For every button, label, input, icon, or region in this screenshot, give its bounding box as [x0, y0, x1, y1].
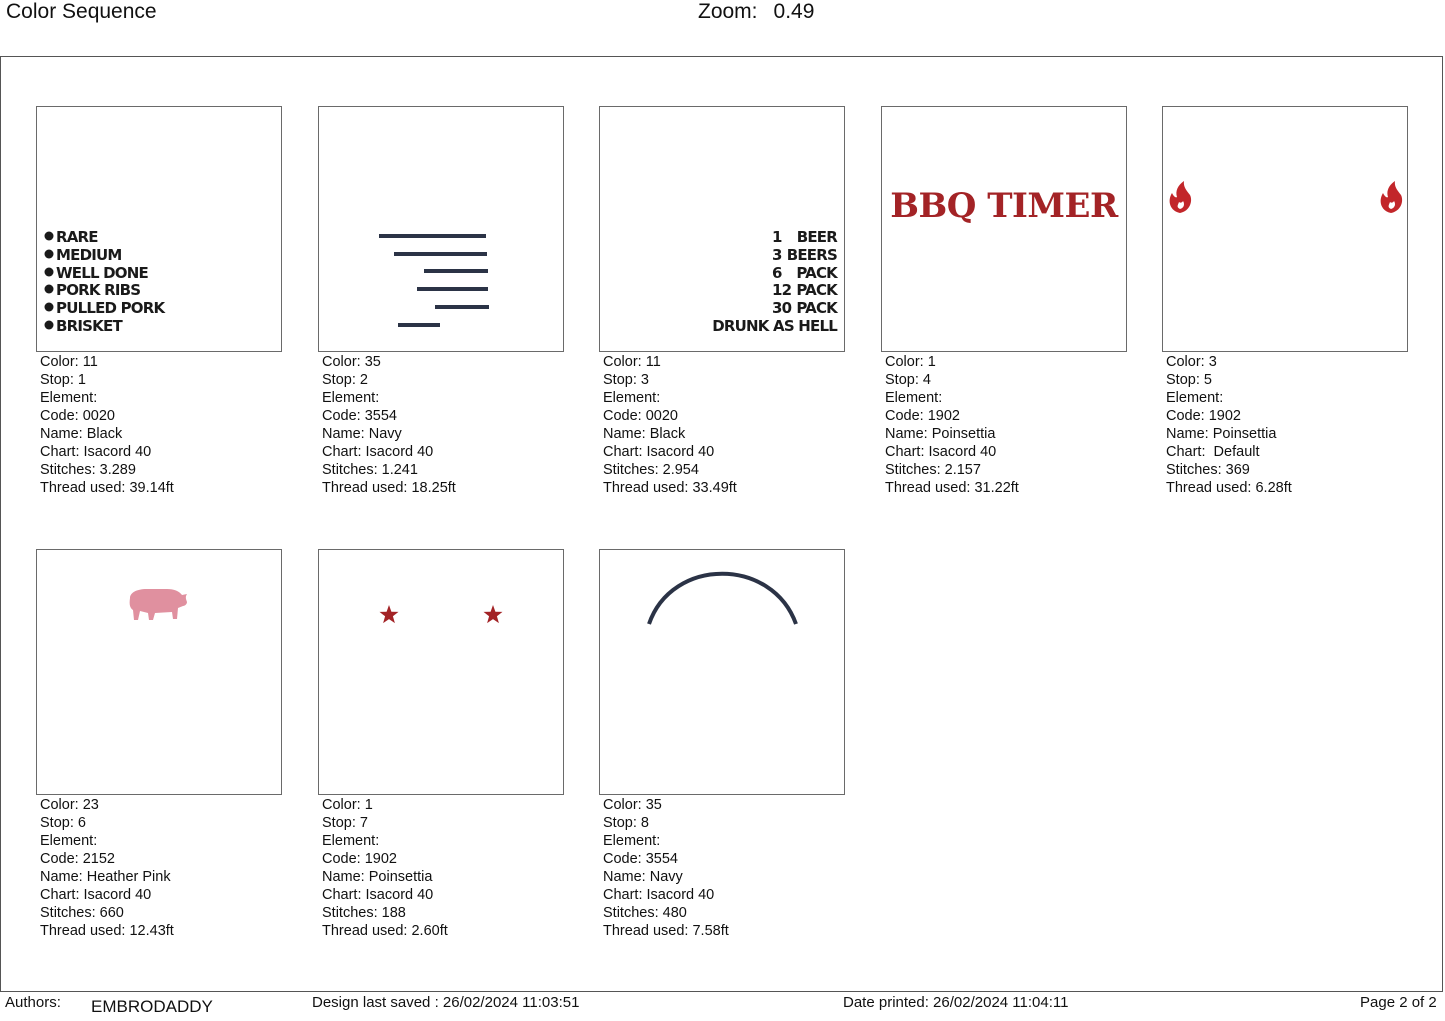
thread-chart: Isacord 40	[83, 444, 152, 460]
thread-chart: Isacord 40	[365, 444, 434, 460]
bullet-icon	[45, 232, 54, 241]
preview-line-medium: MEDIUM	[56, 246, 122, 264]
thread-code: 3554	[645, 851, 678, 867]
bar-shape	[417, 287, 488, 291]
color-number: 23	[82, 797, 99, 813]
thread-used: 18.25ft	[411, 480, 456, 496]
stitch-count: 480	[662, 905, 687, 921]
thread-code: 3554	[364, 408, 397, 424]
preview-pig	[37, 550, 281, 794]
preview-tile-stop-2	[318, 106, 564, 352]
zoom-readout	[698, 0, 814, 24]
color-number: 1	[927, 354, 936, 370]
preview-line-brisket: BRISKET	[56, 317, 122, 335]
thread-used: 12.43ft	[129, 923, 174, 939]
thread-code: 0020	[82, 408, 115, 424]
preview-arc	[600, 550, 844, 794]
thread-used: 31.22ft	[974, 480, 1019, 496]
pig-icon	[130, 589, 187, 620]
stop-number: 5	[1203, 372, 1212, 388]
preview-tile-stop-3	[599, 106, 845, 352]
stop-number: 8	[640, 815, 649, 831]
stitch-count: 2.157	[944, 462, 981, 478]
thread-used: 2.60ft	[411, 923, 448, 939]
bar-shape	[379, 234, 486, 238]
zoom-value: 0.49	[773, 0, 815, 23]
preview-tile-stop-6	[36, 549, 282, 795]
thread-code: 1902	[364, 851, 397, 867]
preview-text-pack-12: PACK	[796, 281, 837, 299]
color-number: 3	[1208, 354, 1217, 370]
footer-last-saved: Design last saved : 26/02/2024 11:03:51	[312, 994, 580, 1011]
bar-shape	[424, 269, 488, 273]
footer-authors-label: Authors:	[5, 994, 61, 1011]
bullet-icon	[45, 285, 54, 294]
stitch-count: 2.954	[662, 462, 699, 478]
thread-code: 0020	[645, 408, 678, 424]
preview-line-well-done: WELL DONE	[56, 264, 148, 282]
stop-number: 3	[640, 372, 649, 388]
preview-stars	[319, 550, 563, 794]
preview-num-12: 12	[772, 281, 792, 299]
thread-code: 1902	[1208, 408, 1241, 424]
stop-number: 6	[77, 815, 86, 831]
page-title: Color Sequence	[6, 0, 157, 23]
thread-used: 39.14ft	[129, 480, 174, 496]
stop-number: 7	[359, 815, 368, 831]
stop-info-2: Color: 35 Stop: 2 Element: Code: 3554 Name: Navy Chart: Isacord 40 Stitches: 1.241 Thread used: 18.25ft	[322, 354, 456, 496]
preview-text-beers: BEERS	[786, 246, 837, 264]
preview-num-30: 30	[772, 299, 792, 317]
color-number: 35	[364, 354, 381, 370]
stop-number: 2	[359, 372, 368, 388]
preview-line-rare: RARE	[56, 228, 98, 246]
preview-text-pack-6: PACK	[796, 264, 837, 282]
preview-line-pulled-pork: PULLED PORK	[56, 299, 165, 317]
stitch-count: 3.289	[99, 462, 136, 478]
preview-beer-list	[600, 107, 844, 351]
footer-page-number: Page 2 of 2	[1360, 994, 1437, 1011]
thread-name: Heather Pink	[86, 869, 171, 885]
star-icon	[380, 605, 399, 623]
preview-bbq-timer	[882, 107, 1126, 351]
thread-chart: Isacord 40	[83, 887, 152, 903]
color-number: 1	[364, 797, 373, 813]
bullet-icon	[45, 303, 54, 312]
thread-name: Poinsettia	[368, 869, 433, 885]
preview-text-beer: BEER	[796, 228, 837, 246]
preview-tile-stop-1	[36, 106, 282, 352]
stop-info-8: Color: 35 Stop: 8 Element: Code: 3554 Name: Navy Chart: Isacord 40 Stitches: 480 Thread used: 7.58ft	[603, 797, 729, 939]
thread-chart: Isacord 40	[365, 887, 434, 903]
stop-number: 4	[922, 372, 931, 388]
stop-number: 1	[77, 372, 86, 388]
preview-text-pack-30: PACK	[796, 299, 837, 317]
footer-author: EMBRODADDY	[91, 997, 213, 1016]
stop-info-5: Color: 3 Stop: 5 Element: Code: 1902 Name: Poinsettia Chart: Default Stitches: 369 Thread used: 6.28ft	[1166, 354, 1292, 496]
thread-chart: Isacord 40	[646, 887, 715, 903]
footer-date-printed: Date printed: 26/02/2024 11:04:11	[843, 994, 1069, 1011]
stop-info-4: Color: 1 Stop: 4 Element: Code: 1902 Name: Poinsettia Chart: Isacord 40 Stitches: 2.157 Thread used: 31.22ft	[885, 354, 1019, 496]
thread-name: Black	[86, 426, 123, 442]
thread-chart: Isacord 40	[928, 444, 997, 460]
thread-name: Navy	[649, 869, 683, 885]
stitch-count: 188	[381, 905, 406, 921]
bullet-icon	[45, 268, 54, 277]
stitch-count: 369	[1225, 462, 1250, 478]
stop-info-6: Color: 23 Stop: 6 Element: Code: 2152 Name: Heather Pink Chart: Isacord 40 Stitches: 660 Thread used: 12.43ft	[40, 797, 174, 939]
thread-code: 1902	[927, 408, 960, 424]
thread-name: Poinsettia	[1212, 426, 1277, 442]
color-number: 11	[82, 354, 98, 370]
thread-name: Navy	[368, 426, 402, 442]
bullet-icon	[45, 321, 54, 330]
thread-name: Poinsettia	[931, 426, 996, 442]
thread-chart: Default	[1209, 444, 1260, 460]
stitch-count: 1.241	[381, 462, 418, 478]
stop-info-3: Color: 11 Stop: 3 Element: Code: 0020 Name: Black Chart: Isacord 40 Stitches: 2.954 Thread used: 33.49ft	[603, 354, 737, 496]
preview-doneness-list	[37, 107, 281, 351]
bar-shape	[394, 252, 487, 256]
stitch-count: 660	[99, 905, 124, 921]
bullet-icon	[45, 250, 54, 259]
thread-used: 33.49ft	[692, 480, 737, 496]
preview-title-text: BBQ TIMER	[890, 186, 1118, 226]
color-number: 11	[645, 354, 661, 370]
preview-tile-stop-4	[881, 106, 1127, 352]
preview-text-drunk: DRUNK AS HELL	[712, 317, 837, 335]
thread-used: 6.28ft	[1255, 480, 1292, 496]
preview-flames	[1163, 107, 1407, 351]
thread-used: 7.58ft	[692, 923, 729, 939]
star-icon	[484, 605, 503, 623]
thread-chart: Isacord 40	[646, 444, 715, 460]
thread-name: Black	[649, 426, 686, 442]
preview-num-1: 1	[772, 228, 782, 246]
bar-shape	[435, 305, 489, 309]
flame-icon	[1381, 181, 1402, 213]
preview-tile-stop-7	[318, 549, 564, 795]
stop-info-7: Color: 1 Stop: 7 Element: Code: 1902 Name: Poinsettia Chart: Isacord 40 Stitches: 188 Thread used: 2.60ft	[322, 797, 448, 939]
stop-info-1: Color: 11 Stop: 1 Element: Code: 0020 Name: Black Chart: Isacord 40 Stitches: 3.289 Thread used: 39.14ft	[40, 354, 174, 496]
flame-icon	[1170, 181, 1191, 213]
zoom-label: Zoom:	[698, 0, 758, 23]
color-number: 35	[645, 797, 662, 813]
preview-num-6: 6	[772, 264, 782, 282]
bar-shape	[398, 323, 440, 327]
arc-shape	[649, 574, 796, 624]
preview-line-pork-ribs: PORK RIBS	[56, 281, 141, 299]
thread-code: 2152	[82, 851, 115, 867]
preview-hand-bars	[319, 107, 563, 351]
preview-tile-stop-8	[599, 549, 845, 795]
preview-num-3: 3	[772, 246, 782, 264]
bullet-dots	[45, 232, 54, 330]
preview-tile-stop-5	[1162, 106, 1408, 352]
